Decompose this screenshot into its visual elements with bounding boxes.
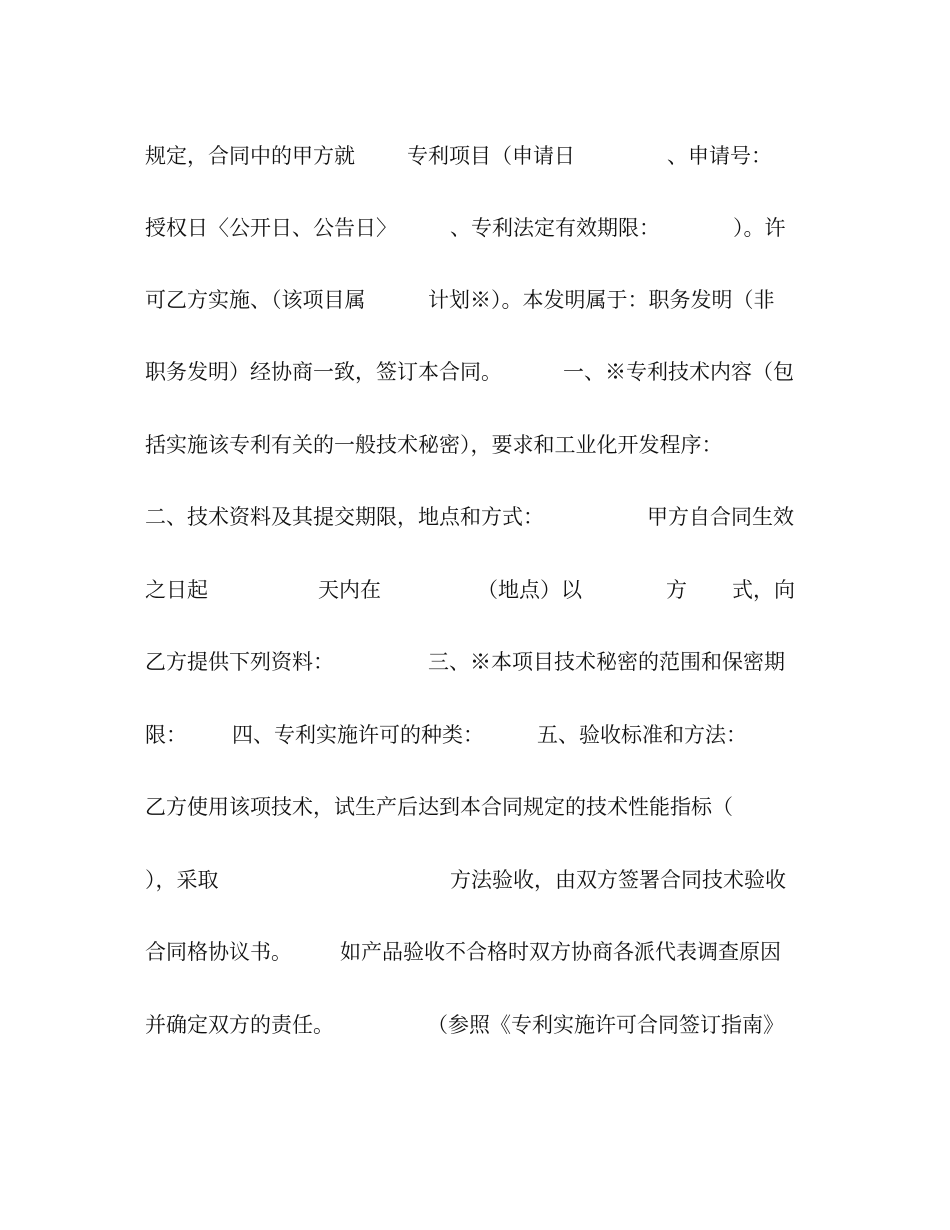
- text-line-13: [145, 1008, 797, 1042]
- text-segment: 、专利法定有效期限：: [450, 216, 660, 240]
- text-line-8: [145, 645, 797, 679]
- text-segment: 专利项目（申请日: [407, 144, 575, 168]
- text-line-12: [145, 935, 797, 969]
- text-line-2: [145, 211, 797, 245]
- text-segment: 计划※）。本发明属于：职务发明（非: [428, 288, 775, 312]
- text-segment: ）。许: [733, 216, 786, 240]
- text-segment: （参照《专利实施许可合同签订指南》: [427, 1013, 784, 1037]
- text-segment: 之日起: [145, 578, 208, 602]
- text-line-6: [145, 500, 797, 534]
- text-segment: 方: [666, 578, 687, 602]
- text-segment: 一、※专利技术内容（包: [563, 360, 794, 384]
- text-segment: 二、技术资料及其提交期限，地点和方式：: [145, 505, 544, 529]
- text-segment: 并确定双方的责任。: [145, 1013, 334, 1037]
- text-line-7: [145, 573, 797, 607]
- text-segment: ），采取: [145, 868, 219, 892]
- text-line-3: [145, 283, 797, 317]
- text-line-1: [145, 139, 797, 173]
- text-segment: 规定，合同中的甲方就: [145, 144, 355, 168]
- text-line-10: [145, 790, 797, 824]
- text-segment: 三、※本项目技术秘密的范围和保密期: [428, 650, 785, 674]
- text-line-4: [145, 355, 797, 389]
- text-segment: 授权日〈公开日、公告日〉: [145, 216, 397, 240]
- text-segment: 四、专利实施许可的种类：: [232, 723, 484, 747]
- text-segment: 五、验收标准和方法：: [537, 723, 747, 747]
- text-line-5: [145, 428, 797, 462]
- text-segment: 方法验收，由双方签署合同技术验收: [450, 868, 786, 892]
- text-segment: 天内在: [318, 578, 381, 602]
- text-segment: 乙方提供下列资料：: [145, 650, 334, 674]
- text-segment: 乙方使用该项技术，试生产后达到本合同规定的技术性能指标（: [145, 795, 733, 819]
- text-segment: 合同格协议书。: [145, 940, 292, 964]
- text-segment: 可乙方实施、（该项目属: [145, 288, 366, 312]
- text-segment: 限：: [145, 723, 187, 747]
- text-segment: 式，向: [732, 578, 795, 602]
- text-line-11: [145, 863, 797, 897]
- text-line-9: [145, 718, 797, 752]
- text-segment: 如产品验收不合格时双方协商各派代表调查原因: [340, 940, 781, 964]
- text-segment: 括实施该专利有关的一般技术秘密），要求和工业化开发程序：: [145, 433, 723, 457]
- text-segment: 甲方自合同生效: [647, 505, 794, 529]
- text-segment: 职务发明）经协商一致，签订本合同。: [145, 360, 502, 384]
- text-segment: 、申请号：: [667, 144, 772, 168]
- text-segment: （地点）以: [477, 578, 582, 602]
